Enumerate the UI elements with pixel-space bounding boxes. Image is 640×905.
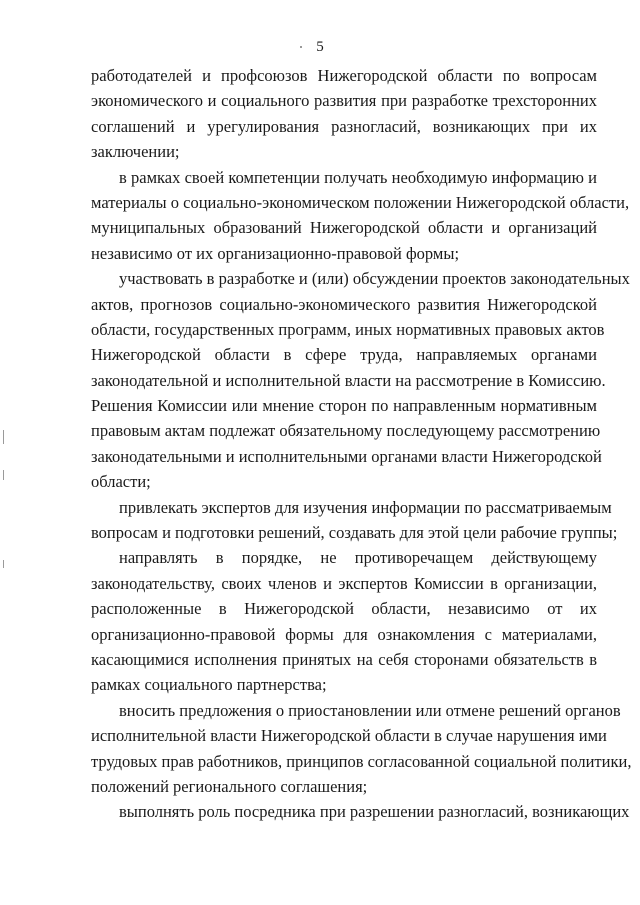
text-line: участвовать в разработке и (или) обсуждении проектов законодательных xyxy=(119,269,630,289)
paragraph-employers-unions xyxy=(91,63,597,165)
text-line: области, государственных программ, иных нормативных правовых актов xyxy=(91,319,605,339)
text-line: законодательными и исполнительными органами власти Нижегородской xyxy=(91,446,602,466)
paragraph-obtain-information xyxy=(91,165,630,267)
text-line: в рамках своей компетенции получать необходимую информацию и xyxy=(119,167,597,187)
text-line: экономического и социального развития при разработке трехсторонних xyxy=(91,91,597,111)
text-line: работодателей и профсоюзов Нижегородской области по вопросам xyxy=(91,66,597,85)
scan-speck xyxy=(3,430,4,444)
text-line: вопросам и подготовки решений, создавать для этой цели рабочие группы; xyxy=(91,523,618,543)
text-line: привлекать экспертов для изучения информации по рассматриваемым xyxy=(119,497,612,517)
text-line: исполнительной власти Нижегородской области в случае нарушения ими xyxy=(91,726,607,746)
text-line: Решения Комиссии или мнение сторон по направленным нормативным xyxy=(91,396,597,416)
paragraph-send-members xyxy=(91,545,597,697)
text-line: расположенные в Нижегородской области, независимо от их xyxy=(91,599,597,619)
text-line: Нижегородской области в сфере труда, направляемых органами xyxy=(91,345,597,365)
text-line: законодательству, своих членов и экспертов Комиссии в организации, xyxy=(91,573,597,593)
text-line: правовым актам подлежат обязательному последующему рассмотрению xyxy=(91,421,601,441)
scan-speck xyxy=(3,560,4,568)
paragraph-involve-experts xyxy=(91,495,618,546)
text-line: материалы о социально-экономическом положении Нижегородской области, xyxy=(91,192,630,212)
document-body xyxy=(91,63,632,825)
text-line: соглашений и урегулирования разногласий, возникающих при их xyxy=(91,116,597,136)
text-line: актов, прогнозов социально-экономического развития Нижегородской xyxy=(91,294,597,314)
text-line: вносить предложения о приостановлении или отмене решений органов xyxy=(119,700,621,720)
paragraph-participate-drafting xyxy=(91,266,630,495)
text-line: законодательной и исполнительной власти на рассмотрение в Комиссию. xyxy=(91,370,606,390)
paragraph-mediator-role xyxy=(91,799,630,824)
text-line: заключении; xyxy=(91,142,180,162)
text-line: направлять в порядке, не противоречащем действующему xyxy=(119,548,597,568)
text-line: трудовых прав работников, принципов согласованной социальной политики, xyxy=(91,751,632,771)
text-line: выполнять роль посредника при разрешении разногласий, возникающих xyxy=(119,802,630,822)
text-line: независимо от их организационно-правовой формы; xyxy=(91,243,460,263)
scan-speck xyxy=(300,46,302,48)
scan-speck xyxy=(3,470,4,480)
page-number: 5 xyxy=(316,39,324,55)
text-line: положений регионального соглашения; xyxy=(91,776,368,796)
text-line: организационно-правовой формы для ознакомления с материалами, xyxy=(91,624,597,644)
text-line: области; xyxy=(91,472,151,492)
text-line: муниципальных образований Нижегородской области и организаций xyxy=(91,218,597,238)
text-line: рамках социального партнерства; xyxy=(91,675,327,695)
paragraph-submit-proposals xyxy=(91,698,632,800)
text-line: касающимися исполнения принятых на себя сторонами обязательств в xyxy=(91,649,597,669)
